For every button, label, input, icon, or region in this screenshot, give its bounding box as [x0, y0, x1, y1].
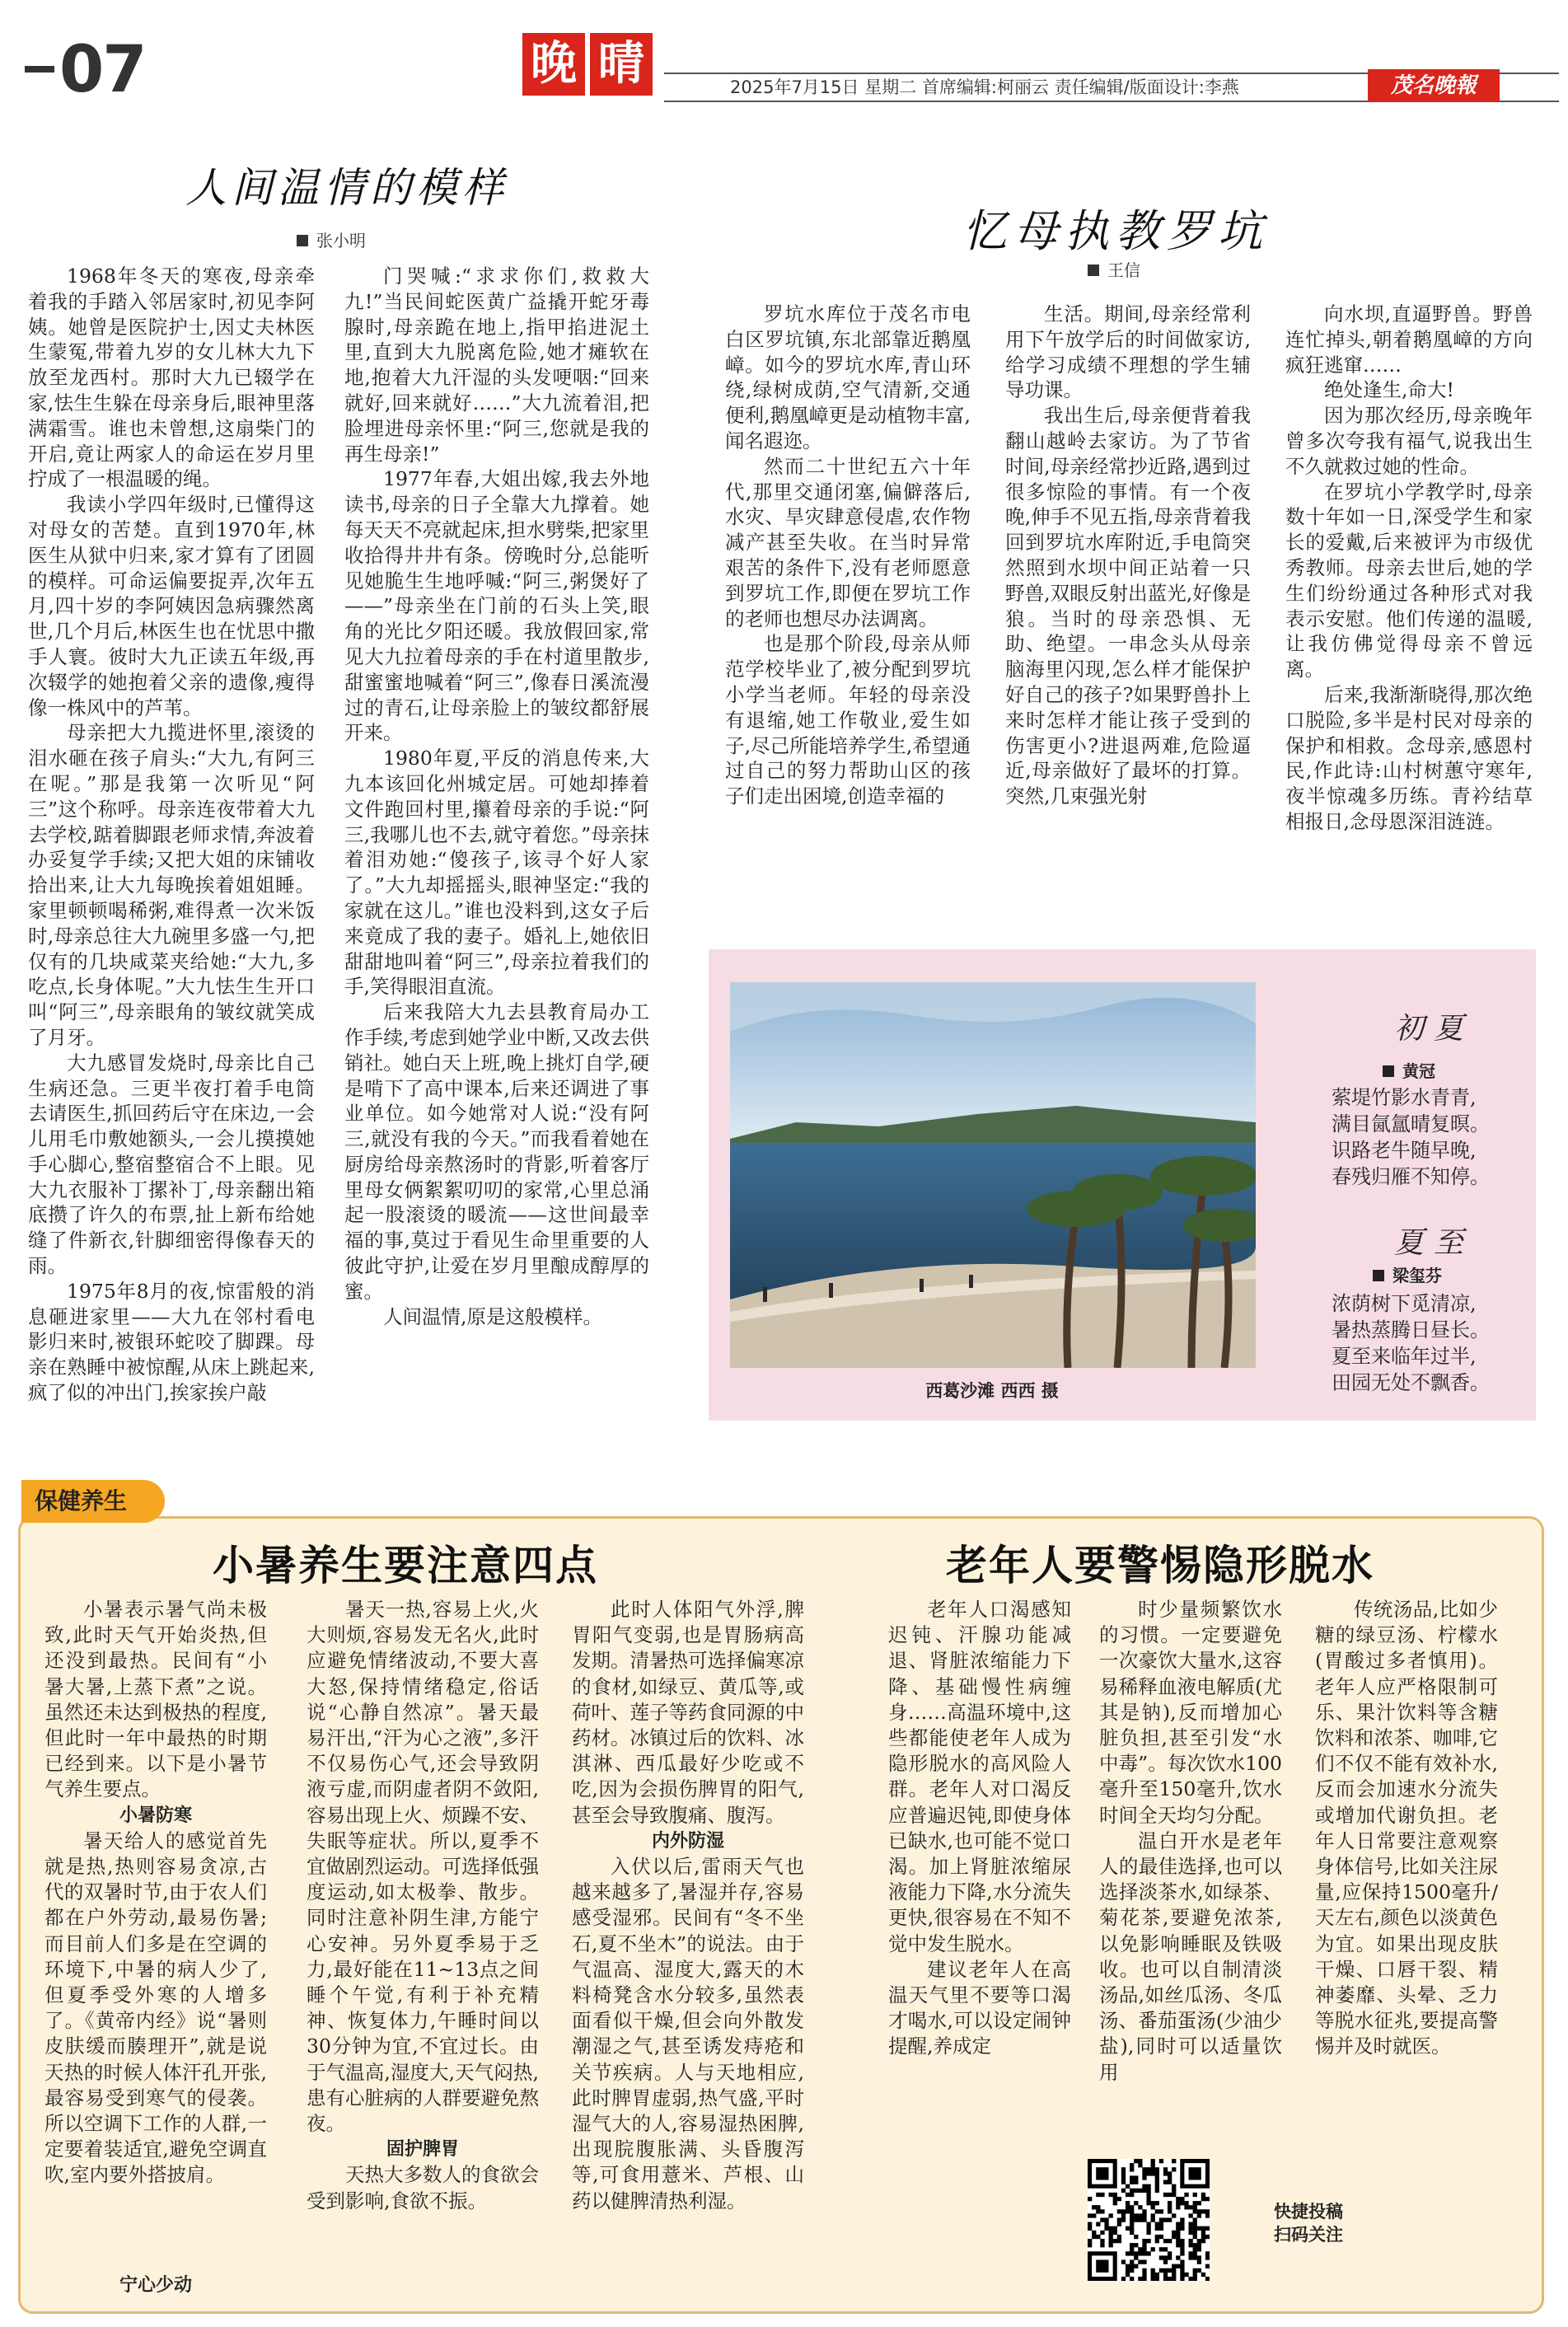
section-tag-char-1: 晚 — [522, 33, 585, 96]
article-column — [28, 264, 315, 1406]
health-column — [307, 1597, 539, 2214]
paragraph: 在罗坑小学教学时,母亲数十年如一日,深受学生和家长的爱戴,后来被评为市级优秀教师。母亲去世后,她的学生们纷纷通过各种形式对我表示安慰。他们传递的温暖,让我仿佛觉得母亲不曾远离。 — [1285, 480, 1533, 681]
paragraph: 1980年夏,平反的消息传来,大九本该回化州城定居。可她却捧着文件跑回村里,攥着母亲的手说:“阿三,我哪儿也不去,就守着您。”母亲抹着泪劝她:“傻孩子,该寻个好人家了。”大九却摇摇头,眼神坚定:“我的家就在这儿。”谁也没料到,这女子后来竟成了我的妻子。婚礼上,她依旧甜甜地叫着“阿三”,母亲拉着我们的手,笑得眼泪直流。 — [344, 747, 649, 999]
qr-caption-line: 快捷投稿 — [1274, 2202, 1343, 2222]
health-article-title: 老年人要警惕隐形脱水 — [946, 1542, 1374, 1590]
health-column — [572, 1597, 804, 2214]
paragraph: 老年人口渴感知迟钝、汗腺功能减退、肾脏浓缩能力下降、基础慢性病缠身……高温环境中,这些都能使老年人成为隐形脱水的高风险人群。老年人对口渴反应普遍迟钝,即使身体已缺水,也可能不觉口渴。加上肾脏浓缩尿液能力下降,水分流失更快,很容易在不知不觉中发生脱水。 — [888, 1598, 1071, 1955]
poem-line: 萦堤竹影水青青, — [1332, 1086, 1477, 1109]
health-article-author: 宁心少动 — [119, 2275, 192, 2296]
paragraph: 也是那个阶段,母亲从师范学校毕业了,被分配到罗坑小学当老师。年轻的母亲没有退缩,她工作敬业,爱生如子,尽己所能培养学生,希望通过自己的努力帮助山区的孩子们走出困境,创造幸福的 — [725, 632, 971, 808]
paragraph: 1977年春,大姐出嫁,我去外地读书,母亲的日子全靠大九撑着。她每天天不亮就起床,担水劈柴,把家里收拾得井井有条。傍晚时分,总能听见她脆生生地呼喊:“阿三,粥煲好了——”母亲坐在门前的石头上笑,眼角的光比夕阳还暖。我放假回家,常见大九拉着母亲的手在村道里散步,甜蜜蜜地喊着“阿三”,像春日溪流漫过的青石,让母亲脸上的皱纹都舒展开来。 — [344, 467, 649, 745]
photo-caption: 西葛沙滩 西西 摄 — [925, 1381, 1059, 1401]
health-column — [888, 1597, 1071, 2060]
article-author: 王信 — [1088, 257, 1140, 281]
paragraph: 暑天一热,容易上火,火大则烦,容易发无名火,此时应避免情绪波动,不要大喜大怒,保持情绪稳定,俗话说“心静自然凉”。暑天最易汗出,“汗为心之液”,多汗不仅易伤心气,还会导致阴液亏虚,而阴虚者阴不敛阳,容易出现上火、烦躁不安、失眠等症状。所以,夏季不宜做剧烈运动。可选择低强度运动,如太极拳、散步。同时注意补阴生津,方能宁心安神。另外夏季易于乏力,最好能在11~13点之间睡个午觉,有利于补充精神、恢复体力,午睡时间以30分钟为宜,不宜过长。由于气温高,湿度大,天气闷热,患有心脏病的人群要避免熬夜。 — [307, 1598, 539, 2136]
paragraph: 温白开水是老年人的最佳选择,也可以选择淡茶水,如绿茶、菊花茶,要避免浓茶,以免影响睡眠及铁吸收。也可以自制清淡汤品,如丝瓜汤、冬瓜汤、番茄蛋汤(少油少盐),同时可以适量饮用 — [1099, 1828, 1282, 2084]
paragraph: 我出生后,母亲便背着我翻山越岭去家访。为了节省时间,母亲经常抄近路,遇到过很多惊险的事情。有一个夜晚,伸手不见五指,母亲背着我回到罗坑水库附近,手电筒突然照到水坝中间正站着一只野兽,双眼反射出蓝光,好像是狼。当时的母亲恐惧、无助、绝望。一串念头从母亲脑海里闪现,怎么样才能保护好自己的孩子?如果野兽扑上来时怎样才能让孩子受到的伤害更小?进退两难,危险逼近,母亲做好了最坏的打算。突然,几束强光射 — [1005, 404, 1251, 808]
square-bullet-icon — [1373, 1270, 1384, 1281]
paragraph: 入伏以后,雷雨天气也越来越多了,暑湿并存,容易感受湿邪。民间有“冬不坐石,夏不坐木”的说法。由于气温高、湿度大,露天的木料椅凳含水分较多,虽然表面看似干燥,但会向外散发潮湿之气,甚至诱发痔疮和关节疾病。人与天地相应,此时脾胃虚弱,热气盛,平时湿气大的人,容易湿热困脾,出现脘腹胀满、头昏腹泻等,可食用薏米、芦根、山药以健脾清热利湿。 — [572, 1855, 804, 2212]
subheading: 固护脾胃 — [386, 2139, 459, 2161]
section-tag-char-2: 晴 — [590, 33, 653, 96]
poem-line: 浓荫树下觅清凉, — [1332, 1292, 1477, 1315]
poem-body — [1332, 1084, 1490, 1190]
paragraph: 1968年冬天的寒夜,母亲牵着我的手踏入邻居家时,初见李阿姨。她曾是医院护士,因丈夫林医生蒙冤,带着九岁的女儿林大九下放至龙西村。那时大九已辍学在家,怯生生躲在母亲身后,眼神里落满霜雪。谁也未曾想,这扇柴门的开启,竟让两家人的命运在岁月里拧成了一根温暖的绳。 — [28, 265, 315, 491]
paragraph: 天热大多数人的食欲会受到影响,食欲不振。 — [307, 2163, 539, 2212]
paragraph: 时少量频繁饮水的习惯。一定要避免一次豪饮大量水,这容易稀释血液电解质(尤其是钠),反而增加心脏负担,甚至引发“水中毒”。每次饮水100毫升至150毫升,饮水时间全天均匀分配。 — [1099, 1598, 1282, 1827]
beach-photo — [730, 982, 1256, 1368]
health-article-title: 小暑养生要注意四点 — [213, 1542, 598, 1590]
paragraph: 生活。期间,母亲经常利用下午放学后的时间做家访,给学习成绩不理想的学生辅导功课。 — [1005, 302, 1251, 402]
paragraph: 然而二十世纪五六十年代,那里交通闭塞,偏僻落后,水灾、旱灾肆意侵虐,农作物减产甚至失收。在当时异常艰苦的条件下,没有老师愿意到罗坑工作,即便在罗坑工作的老师也想尽办法调离。 — [725, 454, 971, 630]
paragraph: 人间温情,原是这般模样。 — [383, 1304, 602, 1328]
paragraph: 后来我陪大九去县教育局办工作手续,考虑到她学业中断,又改去供销社。她白天上班,晚上挑灯自学,硬是啃下了高中课本,后来还调进了事业单位。如今她常对人说:“没有阿三,就没有我的今天。”而我看着她在厨房给母亲熬汤时的背影,听着客厅里母女俩絮絮叨叨的家常,心里总涌起一股滚烫的暖流——这世间最幸福的事,莫过于看见生命里重要的人彼此守护,让爱在岁月里酿成醇厚的蜜。 — [344, 1000, 649, 1303]
article-title: 忆母执教罗坑 — [962, 205, 1269, 257]
paragraph: 罗坑水库位于茂名市电白区罗坑镇,东北部靠近鹅凰嶂。如今的罗坑水库,青山环绕,绿树成荫,空气清新,交通便利,鹅凰嶂更是动植物丰富,闻名遐迩。 — [725, 302, 971, 452]
poem-line: 春残归雁不知停。 — [1332, 1165, 1490, 1188]
poem-title: 夏至 — [1393, 1226, 1473, 1260]
article-title: 人间温情的模样 — [185, 164, 508, 212]
poem-author: 黄冠 — [1383, 1058, 1435, 1082]
paragraph: 后来,我渐渐晓得,那次绝口脱险,多半是村民对母亲的保护和相救。念母亲,感恩村民,作此诗:山村树蕙守寒年,夜半惊魂多历练。青衿结草相报日,念母恩深泪涟涟。 — [1285, 682, 1533, 833]
poem-line: 识路老牛随早晚, — [1332, 1139, 1477, 1162]
paragraph: 传统汤品,比如少糖的绿豆汤、柠檬水(胃酸过多者慎用)。老年人应严格限制可乐、果汁饮料等含糖饮料和浓茶、咖啡,它们不仅不能有效补水,反而会加速水分流失或增加代谢负担。老年人日常要注意观察身体信号,比如关注尿量,应保持1500毫升/天左右,颜色以淡黄色为宜。如果出现皮肤干燥、口唇干裂、精神萎靡、头晕、乏力等脱水征兆,要提高警惕并及时就医。 — [1315, 1598, 1498, 2058]
paragraph: 小暑表示暑气尚未极致,此时天气开始炎热,但还没到最热。民间有“小暑大暑,上蒸下煮”之说。虽然还未达到极热的程度,但此时一年中最热的时期已经到来。以下是小暑节气养生要点。 — [44, 1598, 267, 1801]
paragraph: 暑天给人的感觉首先就是热,热则容易贪凉,古代的双暑时节,由于农人们都在户外劳动,最易伤暑;而目前人们多是在空调的环境下,中暑的病人少了,但夏季受外寒的人增多了。《黄帝内经》说“暑则皮肤缓而腠理开”,就是说天热的时候人体汗孔开张,最容易受到寒气的侵袭。所以空调下工作的人群,一定要着装适宜,避免空调直吹,室内要外搭披肩。 — [44, 1828, 267, 2187]
article-column — [344, 264, 649, 1329]
health-column — [1315, 1597, 1498, 2060]
article-author: 张小明 — [297, 227, 366, 251]
article-column — [1285, 302, 1533, 835]
poem-line: 暑热蒸腾日昼长。 — [1332, 1318, 1490, 1341]
square-bullet-icon — [1383, 1065, 1394, 1077]
paragraph: 我读小学四年级时,已懂得这对母女的苦楚。直到1970年,林医生从狱中归来,家才算有了团圆的模样。可命运偏要捉弄,次年五月,四十岁的李阿姨因急病骤然离世,几个月后,林医生也在忧思中撒手人寰。彼时大九正读五年级,再次辍学的她抱着父亲的遗像,瘦得像一株风中的芦苇。 — [28, 493, 315, 719]
article-column — [1005, 302, 1251, 809]
poem-line: 田园无处不飘香。 — [1332, 1371, 1490, 1394]
page-number: 07 — [25, 33, 146, 107]
qr-caption — [1274, 2200, 1343, 2246]
square-bullet-icon — [1088, 265, 1099, 276]
health-column — [44, 1597, 267, 2189]
paragraph: 母亲把大九揽进怀里,滚烫的泪水砸在孩子肩头:“大九,有阿三在呢。”那是我第一次听见“阿三”这个称呼。母亲连夜带着大九去学校,踮着脚跟老师求情,奔波着办妥复学手续;又把大姐的床铺收拾出来,让大九每晚挨着姐姐睡。家里顿顿喝稀粥,难得煮一次米饭时,母亲总往大九碗里多盛一勺,把仅有的几块咸菜夹给她:“大九,多吃点,长身体呢。”大九怯生生开口叫“阿三”,母亲眼角的皱纹就笑成了月牙。 — [28, 721, 315, 1049]
subheading: 小暑防寒 — [119, 1805, 192, 1826]
article-column — [725, 302, 971, 809]
health-column — [1099, 1597, 1282, 2086]
poem-line: 夏至来临年过半, — [1332, 1345, 1477, 1368]
poem-author: 梁玺芬 — [1373, 1262, 1442, 1286]
paragraph: 向水坝,直逼野兽。野兽连忙掉头,朝着鹅凰嶂的方向疯狂逃窜…… — [1285, 302, 1533, 377]
issue-info: 2025年7月15日 星期二 首席编辑:柯丽云 责任编辑/版面设计:李燕 — [730, 77, 1239, 97]
paragraph: 门哭喊:“求求你们,救救大九!”当民间蛇医黄广益撬开蛇牙毒腺时,母亲跪在地上,指甲掐进泥土里,直到大九脱离危险,她才瘫软在地,抱着大九汗湿的头发哽咽:“回来就好,回来就好……”大九流着泪,把脸埋进母亲怀里:“阿三,您就是我的再生母亲!” — [344, 265, 649, 466]
poem-body — [1332, 1290, 1490, 1396]
subheading: 内外防湿 — [651, 1830, 724, 1852]
paragraph: 因为那次经历,母亲晚年曾多次夸我有福气,说我出生不久就救过她的性命。 — [1285, 404, 1533, 478]
qr-code[interactable] — [1088, 2159, 1210, 2281]
health-section-tag: 保健养生 — [21, 1480, 165, 1523]
qr-caption-line: 扫码关注 — [1274, 2225, 1343, 2245]
square-bullet-icon — [297, 235, 308, 246]
newspaper-logo: 茂名晚報 — [1368, 69, 1500, 102]
paragraph: 建议老年人在高温天气里不要等口渴才喝水,可以设定闹钟提醒,养成定 — [888, 1957, 1071, 2058]
poem-line: 满目氤氲晴复暝。 — [1332, 1112, 1490, 1135]
paragraph: 1975年8月的夜,惊雷般的消息砸进家里——大九在邻村看电影归来时,被银环蛇咬了脚踝。母亲在熟睡中被惊醒,从床上跳起来,疯了似的冲出门,挨家挨户敲 — [28, 1279, 315, 1405]
paragraph: 绝处逢生,命大! — [1324, 378, 1454, 402]
paragraph: 此时人体阳气外浮,脾胃阳气变弱,也是胃肠病高发期。清暑热可选择偏寒凉的食材,如绿豆、黄瓜等,或荷叶、莲子等药食同源的中药材。冰镇过后的饮料、冰淇淋、西瓜最好少吃或不吃,因为会损伤脾胃的阳气,甚至会导致腹痛、腹泻。 — [572, 1598, 804, 1827]
paragraph: 大九感冒发烧时,母亲比自己生病还急。三更半夜打着手电筒去请医生,抓回药后守在床边,一会儿用毛巾敷她额头,一会儿摸摸她手心脚心,整宿整宿合不上眼。见大九衣服补丁摞补丁,母亲翻出箱底攒了许久的布票,扯上新布给她缝了件新衣,针脚细密得像春天的雨。 — [28, 1051, 315, 1278]
poem-title: 初夏 — [1393, 1012, 1473, 1046]
